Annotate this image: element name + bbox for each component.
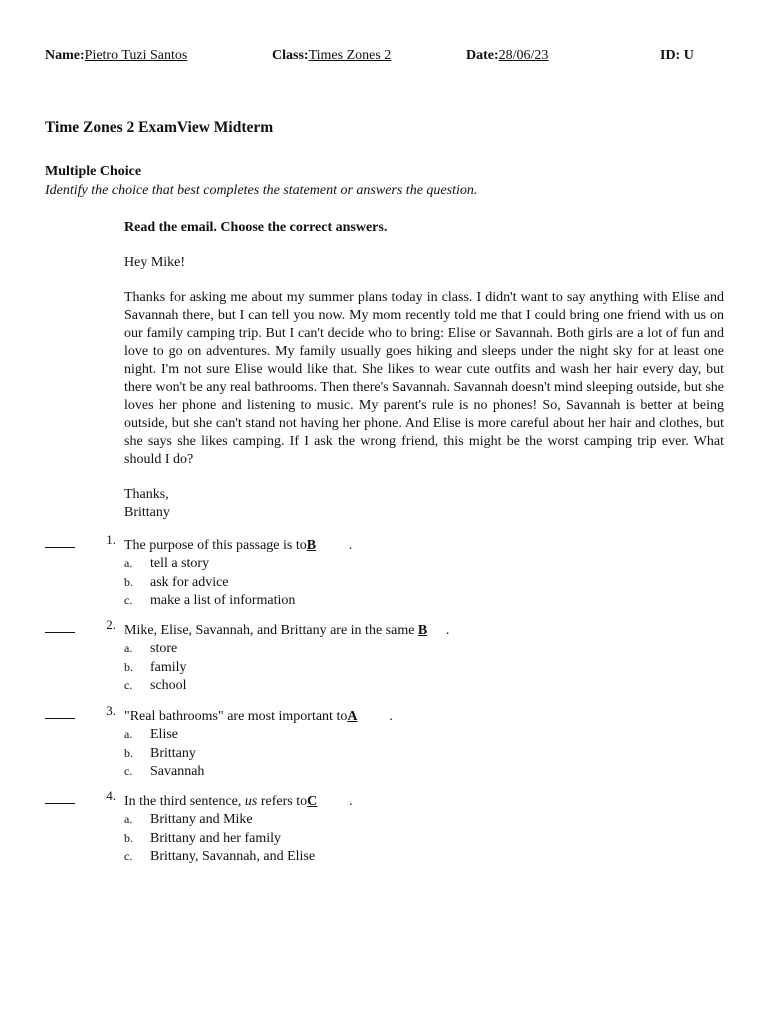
- passage-directions: Read the email. Choose the correct answers.: [124, 220, 388, 235]
- date-value: 28/06/23: [498, 48, 549, 63]
- class-value: Times Zones 2: [308, 48, 392, 63]
- choice-letter: a.: [124, 556, 133, 570]
- id-field: [660, 48, 694, 64]
- exam-title: Time Zones 2 ExamView Midterm: [45, 119, 274, 136]
- question-number: 1.: [106, 532, 116, 547]
- choice-letter: a.: [124, 727, 133, 741]
- question-emphasis: us: [244, 794, 258, 809]
- filled-answer: B: [306, 538, 317, 553]
- choice-text: Elise: [150, 727, 178, 742]
- filled-answer: B: [417, 623, 428, 638]
- class-field: [272, 48, 459, 64]
- choice-text: Brittany: [150, 745, 196, 761]
- section-instructions: Identify the choice that best completes the statement or answers the question.: [45, 183, 478, 198]
- choice-item[interactable]: [124, 660, 187, 679]
- choice-item[interactable]: [124, 556, 295, 575]
- name-value: Pietro Tuzi Santos: [84, 48, 188, 63]
- choice-letter: b.: [124, 574, 133, 589]
- choice-letter: c.: [124, 764, 133, 778]
- question-number: 3.: [106, 703, 116, 718]
- question-text: In the third sentence,: [124, 794, 245, 809]
- choice-text: Brittany and Mike: [150, 812, 253, 827]
- choice-list: [124, 727, 204, 783]
- question-text: Mike, Elise, Savannah, and Brittany are in the same: [124, 623, 418, 638]
- question-stem: [124, 623, 449, 639]
- choice-list: [124, 556, 295, 612]
- name-field: [45, 48, 267, 64]
- answer-blank-line[interactable]: [45, 709, 75, 719]
- question-stem: [124, 538, 352, 554]
- date-field: [466, 48, 585, 64]
- exam-header: [45, 48, 735, 66]
- answer-blank-line[interactable]: [45, 623, 75, 633]
- choice-text: family: [150, 659, 187, 675]
- choice-item[interactable]: [124, 764, 204, 783]
- choice-item[interactable]: [124, 746, 204, 765]
- answer-blank-line[interactable]: [45, 794, 75, 804]
- choice-text: ask for advice: [150, 574, 229, 590]
- choice-list: [124, 641, 187, 697]
- question-text: "Real bathrooms" are most important to: [124, 709, 348, 724]
- question-text: The purpose of this passage is to: [124, 538, 307, 553]
- choice-item[interactable]: [124, 727, 204, 746]
- question-text-after: refers to: [257, 794, 308, 809]
- choice-text: Brittany, Savannah, and Elise: [150, 849, 316, 864]
- question-end-punct: .: [445, 623, 450, 638]
- email-body: Thanks for asking me about my summer plans today in class. I didn't want to say anything with Elise and Savannah there, but I can tell you now. My mom recently told me that I could bring one friend with us on our family camping trip. But I can't decide who to bring: Elise or Savannah. Both girls are a lot of fun and love to go on adventures. My family usually goes hiking and sleeps under the night sky for at least one night. I'm not sure Elise would like that. She likes to wear cute outfits and wash her hair every day, but there won't be any real bathrooms. Then there's Savannah. Savannah doesn't mind sleeping outside, but she loves her phone and listening to music. My parent's rule is no phones! So, Savannah is better at being outside, but she can't stand not having her phone. And Elise is more careful about her hair and clothes, but she says she likes camping. If I ask the wrong friend, this might be the worst camping trip ever. What should I do?: [124, 290, 724, 467]
- choice-item[interactable]: [124, 678, 187, 697]
- email-closing: Thanks,: [124, 487, 169, 502]
- section-title: Multiple Choice: [45, 164, 142, 179]
- choice-text: make a list of information: [150, 593, 296, 608]
- email-greeting: Hey Mike!: [124, 255, 186, 270]
- filled-answer: A: [347, 709, 358, 724]
- question-number: 2.: [106, 617, 116, 632]
- question-number: 4.: [106, 788, 116, 803]
- answer-blank-line[interactable]: [45, 538, 75, 548]
- choice-list: [124, 812, 315, 868]
- choice-text: store: [150, 641, 178, 656]
- email-signature: Brittany: [124, 505, 170, 520]
- choice-item[interactable]: [124, 849, 315, 868]
- question-end-punct: .: [389, 709, 393, 724]
- choice-letter: a.: [124, 641, 133, 655]
- question-end-punct: .: [348, 538, 353, 553]
- choice-item[interactable]: [124, 812, 315, 831]
- choice-item[interactable]: [124, 575, 295, 594]
- question-stem: [124, 709, 393, 725]
- choice-letter: c.: [124, 849, 133, 863]
- choice-item[interactable]: [124, 641, 187, 660]
- choice-text: Brittany and her family: [150, 830, 282, 846]
- choice-item[interactable]: [124, 593, 295, 612]
- choice-item[interactable]: [124, 831, 315, 850]
- class-label: Class:: [272, 48, 309, 63]
- id-label: ID: U: [660, 48, 694, 63]
- date-label: Date:: [466, 48, 499, 63]
- filled-answer: C: [307, 794, 318, 809]
- choice-letter: b.: [124, 830, 133, 845]
- choice-letter: c.: [124, 593, 133, 607]
- choice-text: school: [150, 678, 187, 693]
- question-end-punct: .: [349, 794, 353, 809]
- choice-letter: b.: [124, 659, 133, 674]
- question-stem: [124, 794, 353, 810]
- reading-passage: [124, 219, 724, 539]
- choice-text: Savannah: [150, 764, 205, 779]
- choice-letter: a.: [124, 812, 133, 826]
- name-label: Name:: [45, 48, 85, 63]
- choice-letter: b.: [124, 745, 133, 760]
- choice-text: tell a story: [150, 556, 210, 571]
- choice-letter: c.: [124, 678, 133, 692]
